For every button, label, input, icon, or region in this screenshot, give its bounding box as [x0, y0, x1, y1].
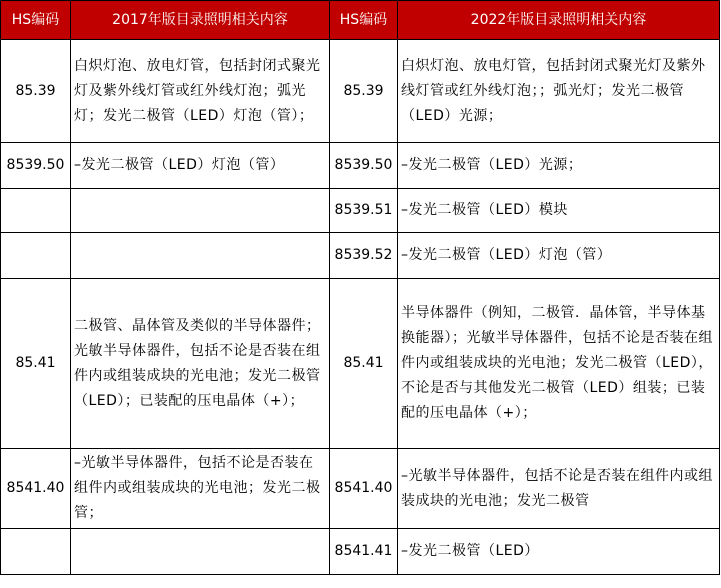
code-2022-cell: 8539.52 [330, 233, 398, 279]
code-2022-cell: 8541.41 [330, 529, 398, 575]
code-2022-cell: 85.39 [330, 40, 398, 143]
header-catalog-2017: 2017年版目录照明相关内容 [71, 1, 330, 40]
table-row [1, 189, 720, 233]
desc-2017-cell [71, 529, 330, 575]
code-2017-cell: 8541.40 [1, 449, 71, 529]
desc-2022-cell: –发光二极管（LED）灯泡（管） [398, 233, 720, 279]
header-catalog-2022: 2022年版目录照明相关内容 [398, 1, 720, 40]
code-2022-cell: 8541.40 [330, 449, 398, 529]
desc-2017-cell [71, 233, 330, 279]
desc-2017-cell: –光敏半导体器件，包括不论是否装在组件内或组装成块的光电池；发光二极管； [71, 449, 330, 529]
code-2017-cell [1, 189, 71, 233]
table-row [1, 449, 720, 529]
table-row [1, 40, 720, 143]
code-2017-cell: 85.41 [1, 279, 71, 449]
table-row [1, 233, 720, 279]
table-row [1, 279, 720, 449]
code-2022-cell: 85.41 [330, 279, 398, 449]
code-2022-cell: 8539.51 [330, 189, 398, 233]
table-row [1, 143, 720, 189]
desc-2017-cell: –发光二极管（LED）灯泡（管） [71, 143, 330, 189]
code-2022-cell: 8539.50 [330, 143, 398, 189]
desc-2022-cell: –发光二极管（LED）模块 [398, 189, 720, 233]
code-2017-cell [1, 233, 71, 279]
header-hs-code-2022: HS编码 [330, 1, 398, 40]
table-header-row [1, 1, 720, 40]
code-2017-cell [1, 529, 71, 575]
desc-2022-cell: –光敏半导体器件，包括不论是否装在组件内或组装成块的光电池；发光二极管 [398, 449, 720, 529]
desc-2022-cell: 白炽灯泡、放电灯管，包括封闭式聚光灯及紫外线灯管或红外线灯泡；；弧光灯；发光二极管（LED）光源； [398, 40, 720, 143]
code-2017-cell: 85.39 [1, 40, 71, 143]
desc-2022-cell: 半导体器件（例知，二极管．晶体管，半导体基换能器）；光敏半导体器件，包括不论是否装在组件内或组装成块的光电池；发光二极管（LED），不论是否与其他发光二极管（LED）组装；已装配的压电晶体（+）； [398, 279, 720, 449]
desc-2017-cell [71, 189, 330, 233]
desc-2022-cell: –发光二极管（LED） [398, 529, 720, 575]
code-2017-cell: 8539.50 [1, 143, 71, 189]
desc-2017-cell: 白炽灯泡、放电灯管，包括封闭式聚光灯及紫外线灯管或红外线灯泡；弧光灯；发光二极管（LED）灯泡（管）； [71, 40, 330, 143]
desc-2022-cell: –发光二极管（LED）光源； [398, 143, 720, 189]
header-hs-code-2017: HS编码 [1, 1, 71, 40]
table-row [1, 529, 720, 575]
desc-2017-cell: 二极管、晶体管及类似的半导体器件；光敏半导体器件，包括不论是否装在组件内或组装成块的光电池；发光二极管（LED）；已装配的压电晶体（+）； [71, 279, 330, 449]
